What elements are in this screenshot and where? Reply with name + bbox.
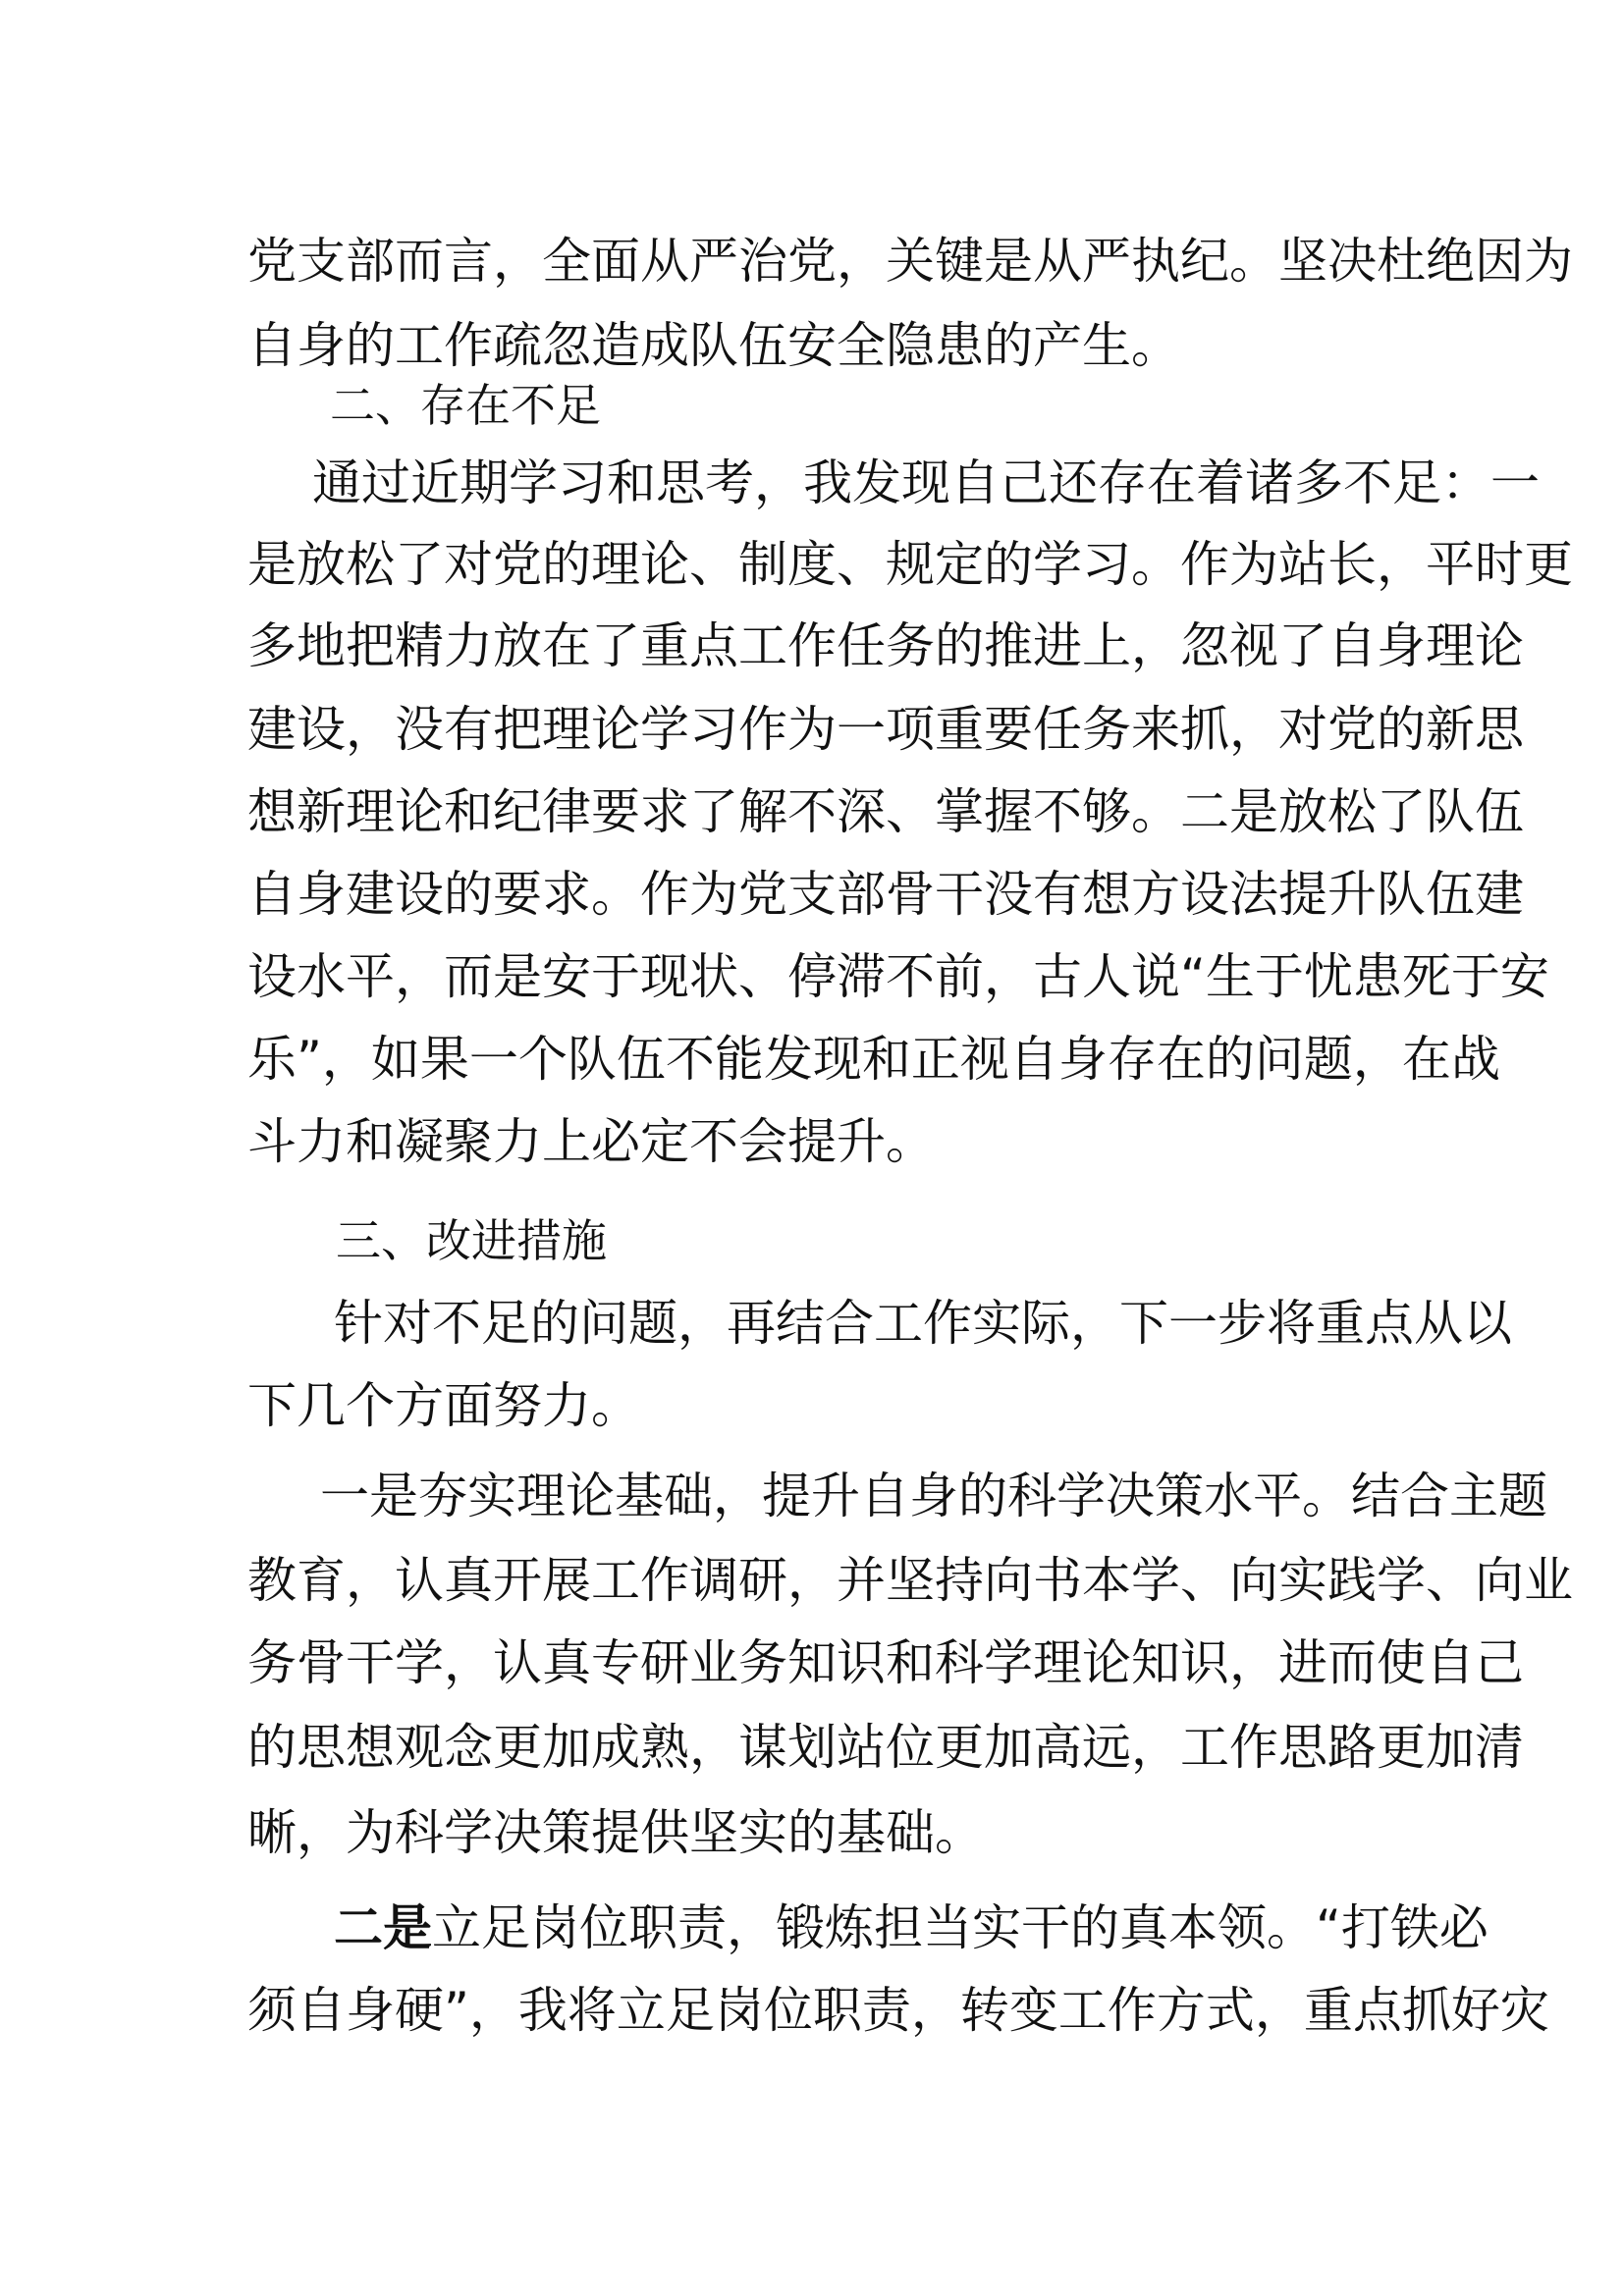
paragraph-line: 的思想观念更加成熟，谋划站位更加高远，工作思路更加清 xyxy=(247,1719,1524,1776)
paragraph-line: 教育，认真开展工作调研，并坚持向书本学、向实践学、向业 xyxy=(247,1552,1573,1609)
paragraph-line: 乐”，如果一个队伍不能发现和正视自身存在的问题，在战 xyxy=(247,1031,1500,1088)
paragraph-line: 设水平，而是安于现状、停滞不前，古人说“生于忧患死于安 xyxy=(247,948,1549,1005)
paragraph-line: 建设，没有把理论学习作为一项重要任务来抓，对党的新思 xyxy=(247,701,1524,758)
paragraph-line: 是放松了对党的理论、制度、规定的学习。作为站长，平时更 xyxy=(247,536,1573,593)
paragraph-line: 通过近期学习和思考，我发现自己还存在着诸多不足：一 xyxy=(312,454,1540,511)
paragraph-line: 自身的工作疏忽造成队伍安全隐患的产生。 xyxy=(247,317,1180,374)
paragraph-line: 晰，为科学决策提供坚实的基础。 xyxy=(247,1804,984,1861)
bold-lead-text: 二是 xyxy=(334,1899,432,1956)
paragraph-line: 想新理论和纪律要求了解不深、掌握不够。二是放松了队伍 xyxy=(247,783,1524,840)
paragraph-line: 多地把精力放在了重点工作任务的推进上，忽视了自身理论 xyxy=(247,617,1524,674)
paragraph-line: 自身建设的要求。作为党支部骨干没有想方设法提升队伍建 xyxy=(247,866,1524,923)
section-heading-improvements: 三、改进措施 xyxy=(336,1214,607,1267)
paragraph-line: 党支部而言，全面从严治党，关键是从严执纪。坚决杜绝因为 xyxy=(247,233,1573,290)
paragraph-line: 下几个方面努力。 xyxy=(247,1377,640,1434)
section-heading-deficiencies: 二、存在不足 xyxy=(330,379,601,432)
paragraph-line: 针对不足的问题，再结合工作实际，下一步将重点从以 xyxy=(334,1295,1512,1352)
paragraph-line: 一是夯实理论基础，提升自身的科学决策水平。结合主题 xyxy=(320,1468,1547,1524)
paragraph-line: 斗力和凝聚力上必定不会提升。 xyxy=(247,1113,935,1170)
paragraph-line: 须自身硬”，我将立足岗位职责，转变工作方式，重点抓好灾 xyxy=(247,1982,1549,2039)
paragraph-line: 务骨干学，认真专研业务知识和科学理论知识，进而使自己 xyxy=(247,1634,1524,1691)
paragraph-line-rest: 立足岗位职责，锻炼担当实干的真本领。“打铁必 xyxy=(432,1899,1489,1956)
paragraph-line xyxy=(334,1898,1489,1957)
